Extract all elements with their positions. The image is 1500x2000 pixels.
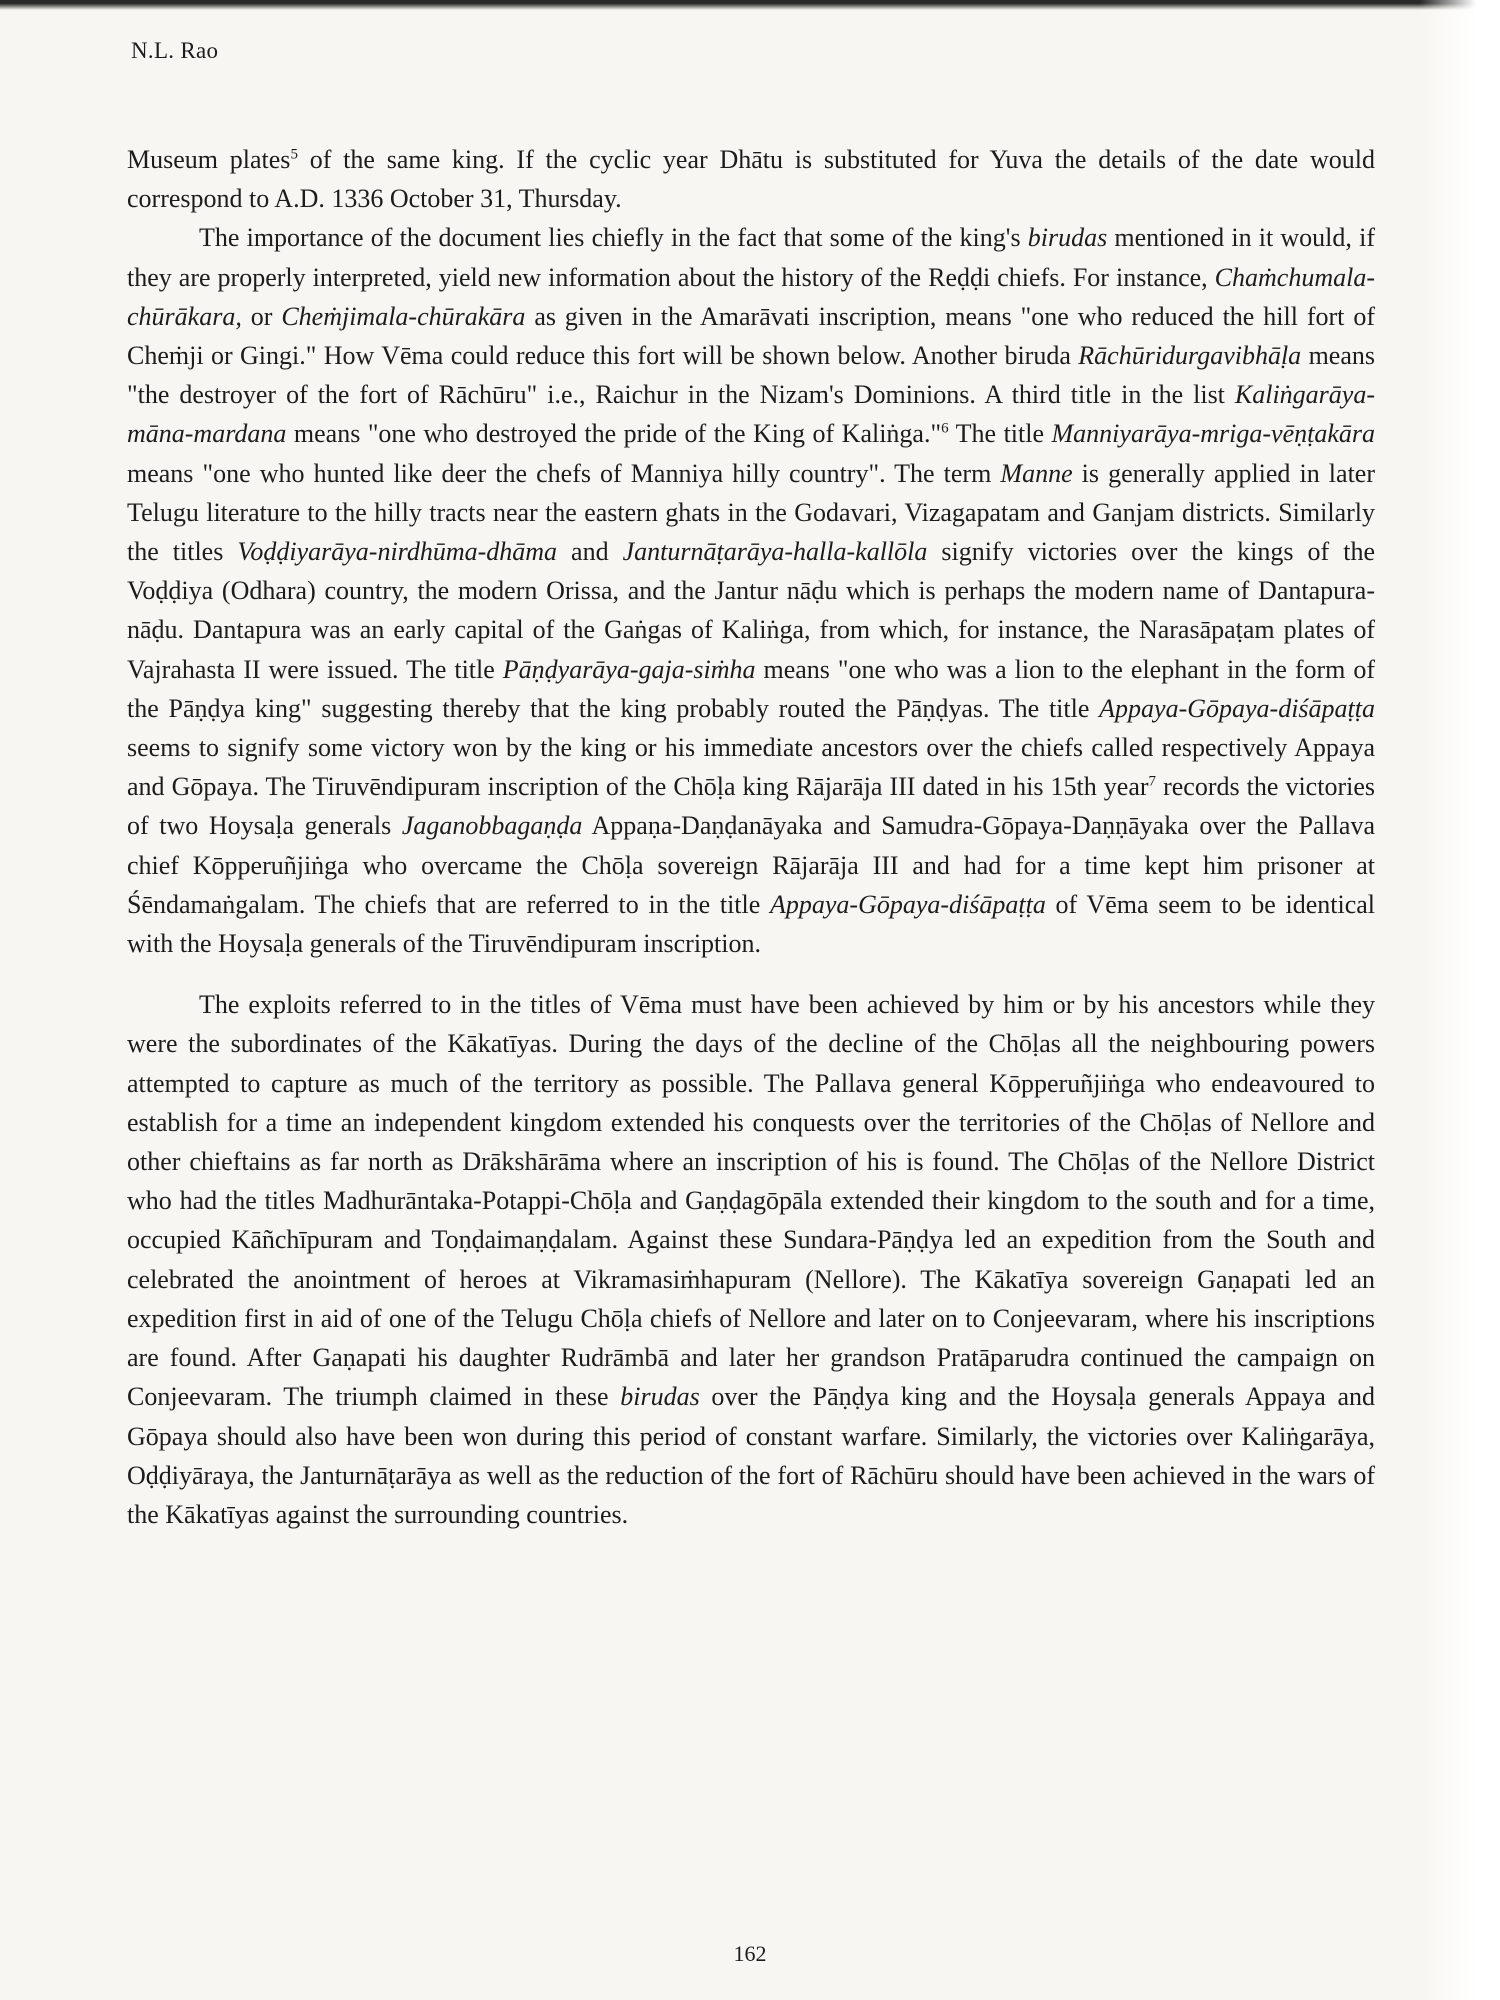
italic-term: birudas	[1027, 223, 1108, 253]
italic-term: Appaya-Gōpaya-diśāpaṭṭa	[769, 889, 1046, 919]
scan-top-shadow	[0, 0, 1500, 10]
italic-term: birudas	[620, 1382, 700, 1412]
italic-term: Kaliṅgarāya-māna-mardana	[127, 380, 1375, 449]
footnote-marker: 5	[290, 146, 298, 163]
italic-term: Pāṇḍyarāya-gaja-siṁha	[502, 654, 756, 684]
italic-term: Appaya-Gōpaya-diśāpaṭṭa	[1099, 693, 1375, 723]
paragraph-1: Museum plates$^5$ of the same king. If the cyclic year Dhātu is substituted for Yuva the details of the date would correspond to A.D. 1336 October 31, Thursday.	[127, 145, 1375, 214]
italic-term: Janturnāṭarāya-halla-kallōla	[622, 537, 928, 567]
italic-term: Rāchūridurgavibhāḷa	[1078, 341, 1302, 371]
italic-term: Manniyarāya-mriga-vēṇṭakāra	[1051, 419, 1375, 449]
italic-term: Manne	[1000, 458, 1073, 488]
scan-right-edge	[1420, 0, 1500, 2000]
footnote-marker: 6	[941, 420, 949, 437]
italic-term: Cheṁjimala-chūrakāra	[281, 301, 526, 331]
italic-term: Chaṁchumala-chūrākara,	[127, 262, 1375, 331]
running-head-author: N.L. Rao	[131, 38, 219, 63]
italic-term: Voḍḍiyarāya-nirdhūma-dhāma	[237, 537, 558, 567]
paragraph-3: The exploits referred to in the titles of Vēma must have been achieved by him or by his ancestors while they were the subordinates of the Kākatīyas. During the days of the decline of the Chōḷas all the neighbouring powers attempted to capture as much of the territory as possible. The Pallava general Kōpperuñjiṅga who endeavoured to establish for a time an independent kingdom extended his conquests over the territories of the Chōḷas of Nellore and other chieftains as far north as Drākshārāma where an inscription of his is found. The Chōḷas of the Nellore District who had the titles Madhurāntaka-Potappi-Chōḷa and Gaṇḍagōpāla extended their kingdom to the south and for a time, occupied Kāñchīpuram and Toṇḍaimaṇḍalam. Against these Sundara-Pāṇḍya led an expedition from the South and celebrated the anointment of heroes at Vikramasiṁhapuram (Nellore). The Kākatīya sovereign Gaṇapati led an expedition first in aid of one of the Telugu Chōḷa chiefs of Nellore and later on to Conjeevaram, where his inscriptions are found. After Gaṇapati his daughter Rudrāmbā and later her grandson Pratāparudra continued the campaign on Conjeevaram. The triumph claimed in these birudas over the Pāṇḍya king and the Hoysaḷa generals Appaya and Gōpaya should also have been won during this period of constant warfare. Similarly, the victories over Kaliṅgarāya, Oḍḍiyāraya, the Janturnāṭarāya as well as the reduction of the fort of Rāchūru should have been achieved in the wars of the Kākatīyas against the surrounding countries.	[127, 990, 1376, 1529]
page-number: 162	[733, 1941, 767, 1966]
body-text	[127, 140, 1375, 1534]
italic-term: Jaganobbagaṇḍa	[401, 811, 583, 841]
paragraph-2: The importance of the document lies chiefly in the fact that some of the king's birudas mentioned in it would, if they are properly interpreted, yield new information about the history of the Reḍḍi chiefs. For instance, Chaṁchumala-chūrākara, or Cheṁjimala-chūrakāra as given in the Amarāvati inscription, means "one who reduced the hill fort of Cheṁji or Gingi." How Vēma could reduce this fort will be shown below. Another biruda Rāchūridurgavibhāḷa means "the destroyer of the fort of Rāchūru" i.e., Raichur in the Nizam's Dominions. A third title in the list Kaliṅgarāya-māna-mardana means "one who destroyed the pride of the King of Kaliṅga."$^6$ The title Manniyarāya-mriga-vēṇṭakāra means "one who hunted like deer the chefs of Manniya hilly country". The term Manne is generally applied in later Telugu literature to the hilly tracts near the eastern ghats in the Godavari, Vizagapatam and Ganjam districts. Similarly the titles Voḍḍiyarāya-nirdhūma-dhāma and Janturnāṭarāya-halla-kallōla signify victories over the kings of the Voḍḍiya (Odhara) country, the modern Orissa, and the Jantur nāḍu which is perhaps the modern name of Dantapura-nāḍu. Dantapura was an early capital of the Gaṅgas of Kaliṅga, from which, for instance, the Narasāpaṭam plates of Vajrahasta II were issued. The title Pāṇḍyarāya-gaja-siṁha means "one who was a lion to the elephant in the form of the Pāṇḍya king" suggesting thereby that the king probably routed the Pāṇḍyas. The title Appaya-Gōpaya-diśāpaṭṭa seems to signify some victory won by the king or his immediate ancestors over the chiefs called respectively Appaya and Gōpaya. The Tiruvēndipuram inscription of the Chōḷa king Rājarāja III dated in his 15th year$^7$ records the victories of two Hoysaḷa generals Jaganobbagaṇḍa Appaṇa-Daṇḍanāyaka and Samudra-Gōpaya-Daṇṇāyaka over the Pallava chief Kōpperuñjiṅga who overcame the Chōḷa sovereign Rājarāja III and had for a time kept him prisoner at Śēndamaṅgalam. The chiefs that are referred to in the title Appaya-Gōpaya-diśāpaṭṭa of Vēma seem to be identical with the Hoysaḷa generals of the Tiruvēndipuram inscription.	[127, 223, 1376, 959]
footnote-marker: 7	[1148, 773, 1157, 790]
